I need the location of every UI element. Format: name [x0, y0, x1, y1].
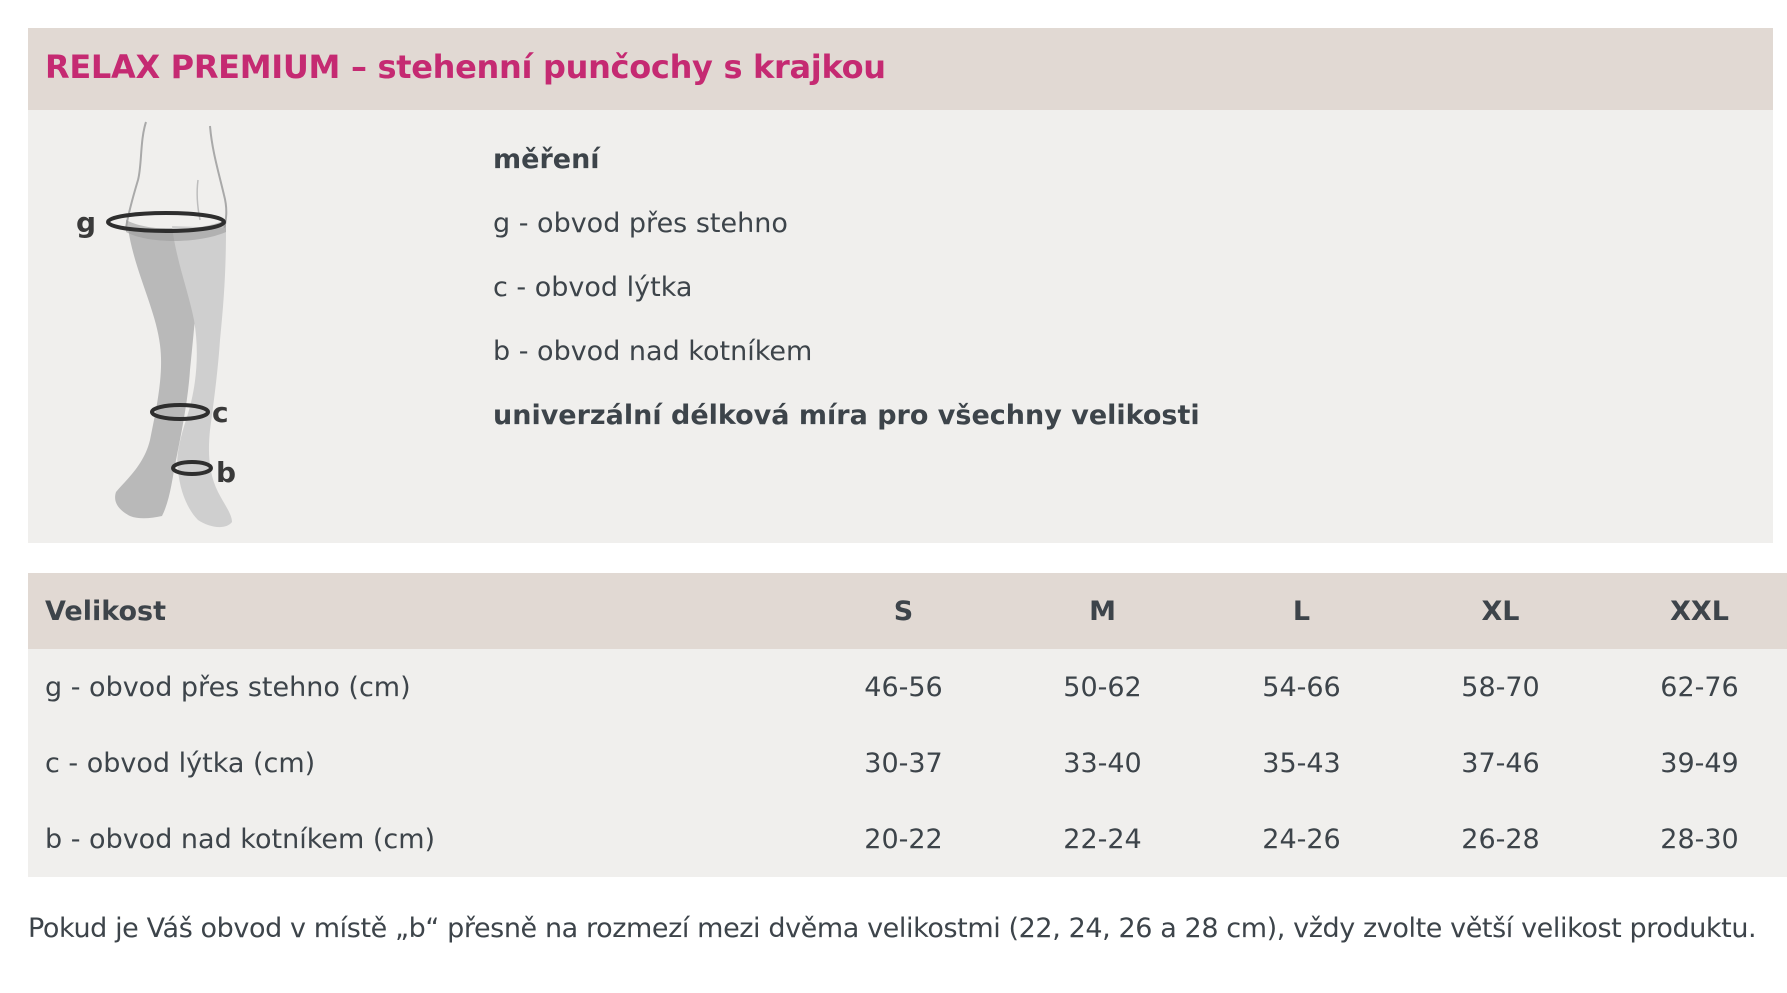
size-table-header-row [28, 573, 1787, 649]
table-cell: 26-28 [1461, 823, 1540, 855]
table-cell: 37-46 [1461, 747, 1540, 779]
table-cell: 50-62 [1063, 671, 1142, 703]
measurement-item-c: c - obvod lýtka [493, 272, 693, 303]
measurement-list [493, 128, 1200, 448]
table-cell: 35-43 [1262, 747, 1341, 779]
table-cell: 28-30 [1660, 823, 1739, 855]
size-header-l: L [1292, 595, 1311, 627]
table-cell: 30-37 [864, 747, 943, 779]
product-header [28, 28, 1773, 110]
row-label: g - obvod přes stehno (cm) [45, 671, 411, 703]
table-cell: 54-66 [1262, 671, 1341, 703]
measurement-panel [28, 110, 1773, 543]
measurement-item-b: b - obvod nad kotníkem [493, 336, 813, 367]
row-label: b - obvod nad kotníkem (cm) [45, 823, 436, 855]
size-footnote: Pokud je Váš obvod v místě „b“ přesně na rozmezí mezi dvěma velikostmi (22, 24, 26 a 28 cm), vždy zvolte větší velikost produktu. [28, 913, 1757, 944]
measurement-item-g: g - obvod přes stehno [493, 208, 788, 239]
table-cell: 62-76 [1660, 671, 1739, 703]
measurement-heading: měření [493, 144, 600, 175]
size-header-m: M [1089, 595, 1116, 627]
table-cell: 58-70 [1461, 671, 1540, 703]
table-cell: 24-26 [1262, 823, 1341, 855]
size-table [28, 573, 1787, 877]
row-label: c - obvod lýtka (cm) [45, 747, 316, 779]
table-row [28, 725, 1787, 801]
table-cell: 22-24 [1063, 823, 1142, 855]
product-title: RELAX PREMIUM – stehenní punčochy s krajkou [45, 48, 886, 86]
table-row [28, 649, 1787, 725]
table-cell: 33-40 [1063, 747, 1142, 779]
table-row [28, 801, 1787, 877]
table-cell: 39-49 [1660, 747, 1739, 779]
label-c: c [212, 396, 229, 429]
size-header-label: Velikost [45, 595, 166, 627]
label-g: g [76, 206, 97, 239]
table-cell: 46-56 [864, 671, 943, 703]
label-b: b [216, 456, 237, 489]
leg-measurement-illustration [48, 120, 248, 530]
universal-length-note: univerzální délková míra pro všechny velikosti [493, 400, 1200, 431]
size-header-xxl: XXL [1670, 595, 1729, 627]
table-cell: 20-22 [864, 823, 943, 855]
size-header-xl: XL [1481, 595, 1520, 627]
size-header-s: S [893, 595, 914, 627]
